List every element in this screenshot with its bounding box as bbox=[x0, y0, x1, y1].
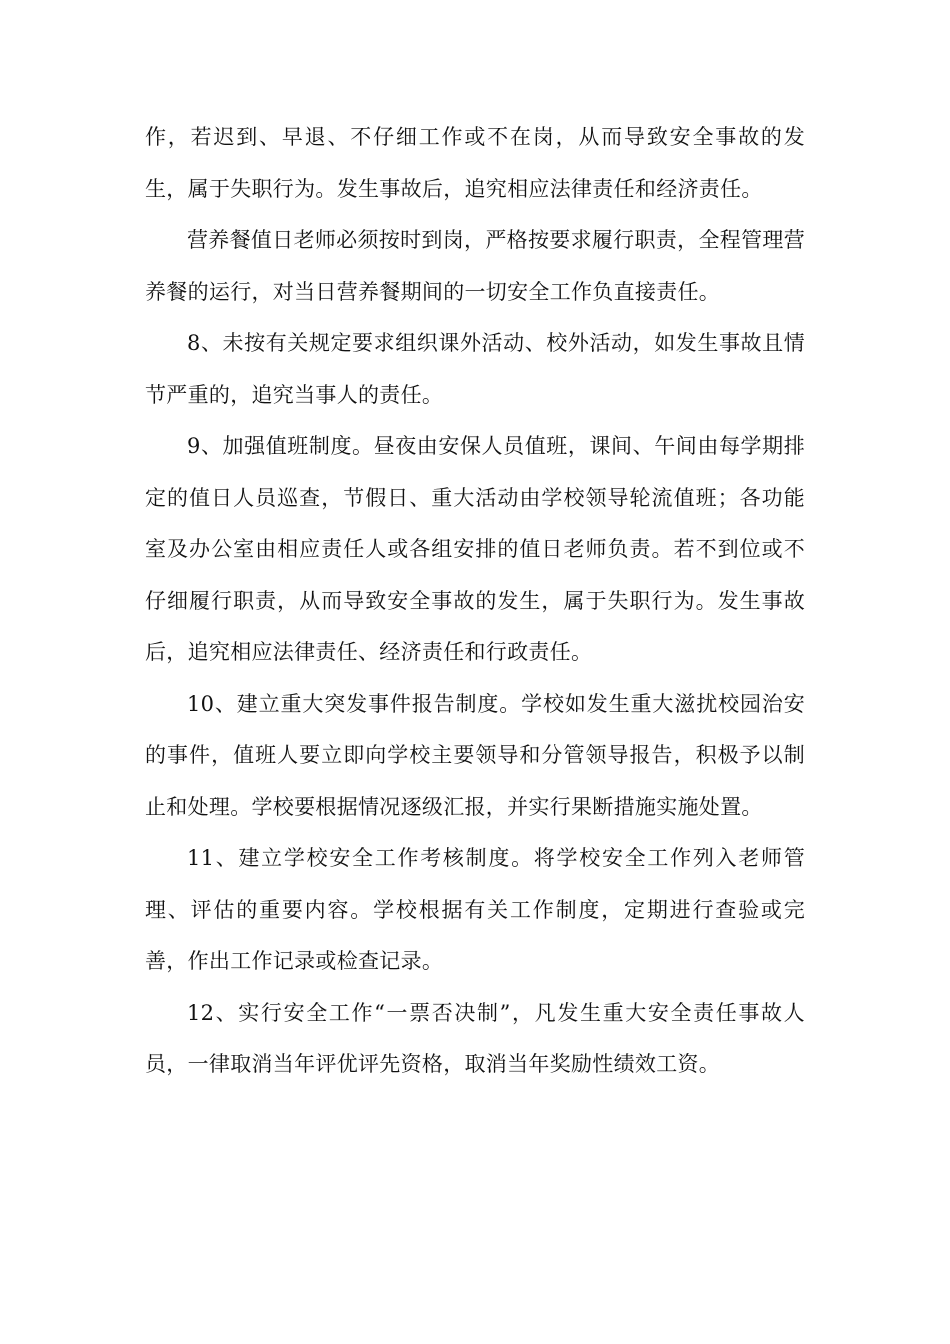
paragraph-item-10: 10、建立重大突发事件报告制度。学校如发生重大滋扰校园治安的事件，值班人要立即向学校主要领导和分管领导报告，积极予以制止和处理。学校要根据情况逐级汇报，并实行果断措施实施处置。 bbox=[145, 691, 805, 819]
paragraph-item-11: 11、建立学校安全工作考核制度。将学校安全工作列入老师管理、评估的重要内容。学校根据有关工作制度，定期进行查验或完善，作出工作记录或检查记录。 bbox=[145, 846, 805, 973]
paragraph-item-9: 9、加强值班制度。昼夜由安保人员值班，课间、午间由每学期排定的值日人员巡查，节假日、重大活动由学校领导轮流值班；各功能室及办公室由相应责任人或各组安排的值日老师负责。若不到位或不仔细履行职责，从而导致安全事故的发生，属于失职行为。发生事故后，追究相应法律责任、经济责任和行政责任。 bbox=[145, 434, 805, 664]
paragraph-nutrition-meal-duty: 营养餐值日老师必须按时到岗，严格按要求履行职责，全程管理营养餐的运行，对当日营养餐期间的一切安全工作负直接责任。 bbox=[145, 228, 805, 304]
document-body bbox=[145, 112, 805, 1091]
paragraph-continuation: 作，若迟到、早退、不仔细工作或不在岗，从而导致安全事故的发生，属于失职行为。发生事故后，追究相应法律责任和经济责任。 bbox=[145, 125, 805, 201]
paragraph-item-12: 12、实行安全工作“一票否决制”，凡发生重大安全责任事故人员，一律取消当年评优评先资格，取消当年奖励性绩效工资。 bbox=[145, 1000, 805, 1076]
paragraph-item-8: 8、未按有关规定要求组织课外活动、校外活动，如发生事故且情节严重的，追究当事人的责任。 bbox=[145, 331, 805, 407]
